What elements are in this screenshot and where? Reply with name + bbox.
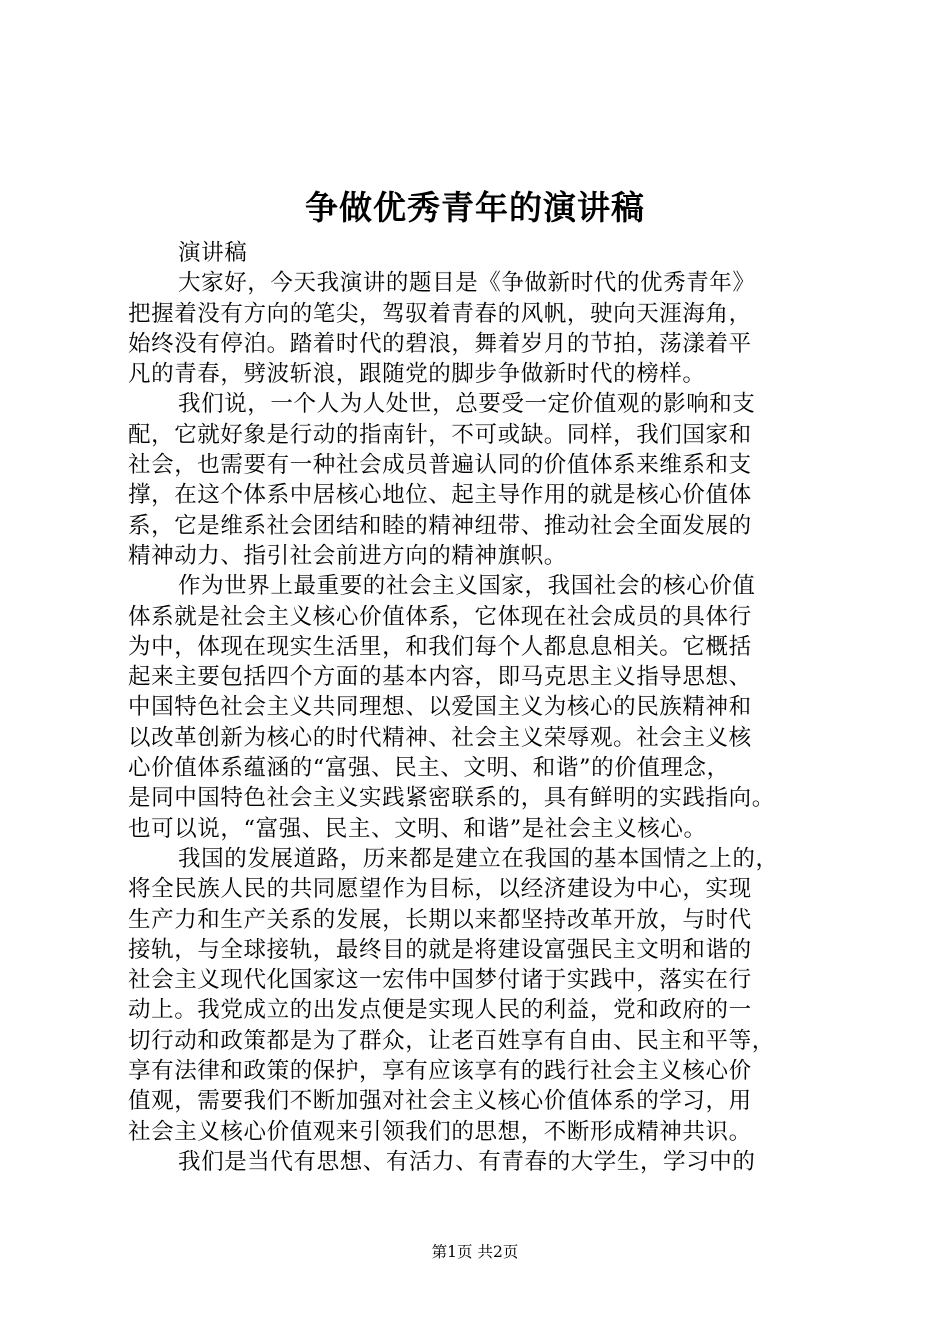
body-text-line: 演讲稿 [178, 240, 248, 266]
body-text-line: 值观，需要我们不断加强对社会主义核心价值体系的学习，用 [128, 1088, 752, 1115]
body-text-line: 动上。我党成立的出发点便是实现人民的利益，党和政府的一 [128, 997, 752, 1024]
body-text-line: 系，它是维系社会团结和睦的精神纽带、推动社会全面发展的 [128, 512, 752, 539]
document-title: 争做优秀青年的演讲稿 [305, 188, 645, 227]
body-text-line: 将全民族人民的共同愿望作为目标，以经济建设为中心，实现 [128, 876, 752, 903]
body-text-line: 享有法律和政策的保护，享有应该享有的践行社会主义核心价 [128, 1058, 752, 1085]
body-text-line: 配，它就好象是行动的指南针，不可或缺。同样，我们国家和 [128, 421, 752, 448]
page-footer: 第1页 共2页 [431, 1243, 519, 1261]
body-text-line: 始终没有停泊。踏着时代的碧浪，舞着岁月的节拍，荡漾着平 [128, 330, 752, 357]
document-body [128, 238, 828, 1177]
body-text-line: 切行动和政策都是为了群众，让老百姓享有自由、民主和平等， [128, 1027, 775, 1054]
body-text-line: 起来主要包括四个方面的基本内容，即马克思主义指导思想、 [128, 664, 752, 691]
body-text-line: 凡的青春，劈波斩浪，跟随党的脚步争做新时代的榜样。 [128, 361, 706, 388]
body-text-line: 接轨，与全球接轨，最终目的就是将建设富强民主文明和谐的 [128, 936, 752, 963]
body-text-line: 体系就是社会主义核心价值体系，它体现在社会成员的具体行 [128, 603, 752, 630]
body-text-line: 中国特色社会主义共同理想、以爱国主义为核心的民族精神和 [128, 694, 752, 721]
body-text-line: 社会主义现代化国家这一宏伟中国梦付诸于实践中，落实在行 [128, 967, 752, 994]
body-text-line: 作为世界上最重要的社会主义国家，我国社会的核心价值 [178, 573, 756, 600]
body-text-line: 社会，也需要有一种社会成员普遍认同的价值体系来维系和支 [128, 452, 752, 479]
body-text-line: 我国的发展道路，历来都是建立在我国的基本国情之上的， [178, 845, 779, 872]
body-text-line: 为中，体现在现实生活里，和我们每个人都息息相关。它概括 [128, 633, 752, 660]
body-text-line: 大家好，今天我演讲的题目是《争做新时代的优秀青年》 [178, 270, 756, 297]
body-text-line: 心价值体系蕴涵的“富强、民主、文明、和谐”的价值理念， [128, 755, 730, 782]
body-text-line: 我们说，一个人为人处世，总要受一定价值观的影响和支 [178, 391, 756, 418]
body-text-line: 是同中国特色社会主义实践紧密联系的，具有鲜明的实践指向。 [128, 785, 775, 812]
body-text-line: 把握着没有方向的笔尖，驾驭着青春的风帆，驶向天涯海角， [128, 300, 752, 327]
body-text-line: 也可以说，“富强、民主、文明、和谐”是社会主义核心。 [128, 815, 707, 842]
body-text-line: 精神动力、指引社会前进方向的精神旗帜。 [128, 542, 567, 569]
body-text-line: 生产力和生产关系的发展，长期以来都坚持改革开放，与时代 [128, 906, 752, 933]
body-text-line: 撑，在这个体系中居核心地位、起主导作用的就是核心价值体 [128, 482, 752, 509]
body-text-line: 以改革创新为核心的时代精神、社会主义荣辱观。社会主义核 [128, 724, 752, 751]
body-text-line: 社会主义核心价值观来引领我们的思想，不断形成精神共识。 [128, 1118, 752, 1145]
body-text-line: 我们是当代有思想、有活力、有青春的大学生，学习中的 [178, 1148, 756, 1175]
